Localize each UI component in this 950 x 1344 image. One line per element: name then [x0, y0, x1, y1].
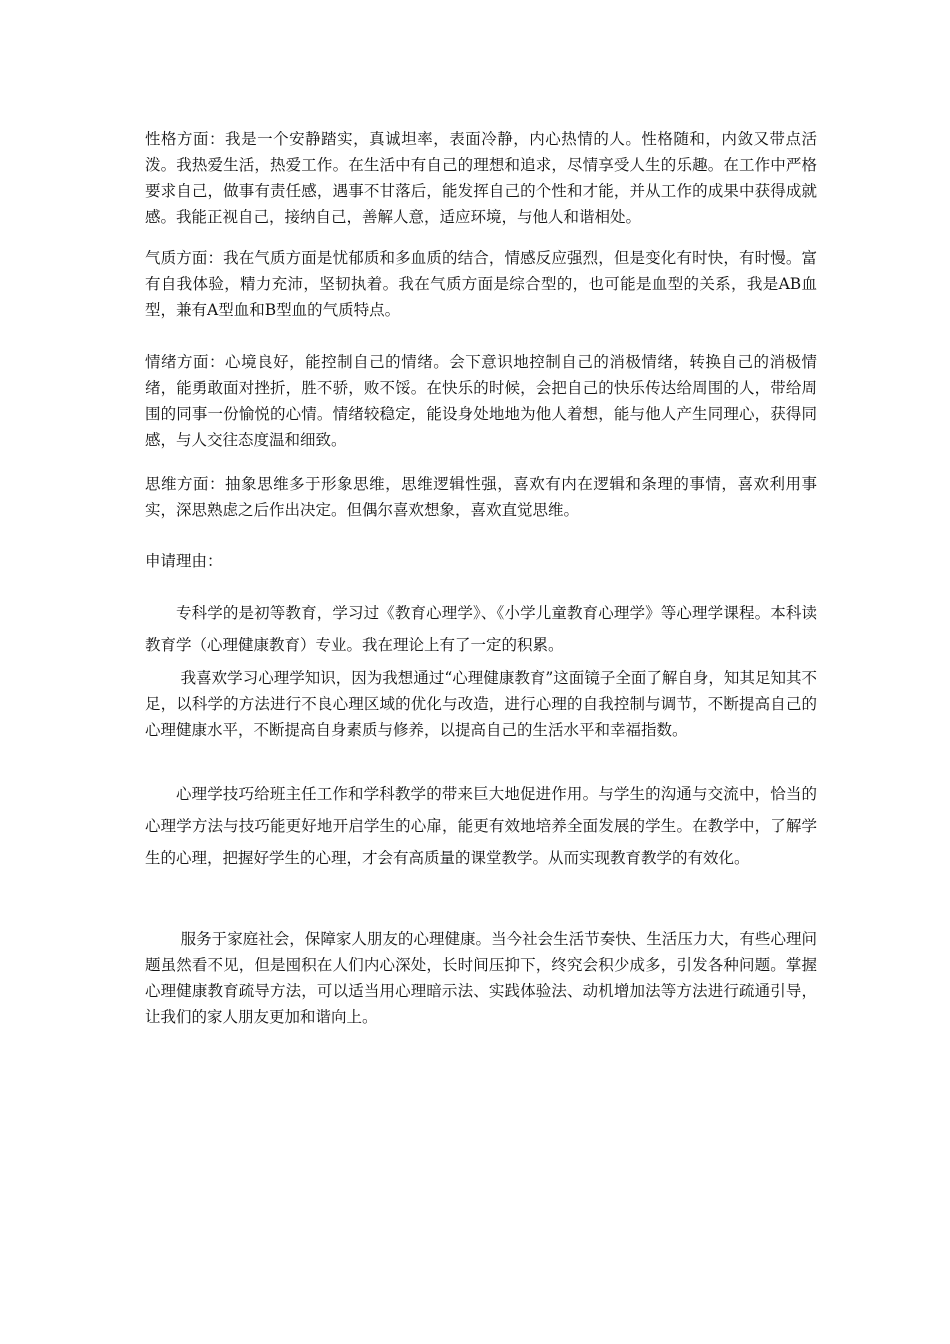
paragraph-reason-2: 我喜欢学习心理学知识，因为我想通过“心理健康教育”这面镜子全面了解自身，知其足知其不足，以科学的方法进行不良心理区域的优化与改造，进行心理的自我控制与调节，不断提高自己的心理健康水平，不断提高自身素质与修养，以提高自己的生活水平和幸福指数。: [145, 669, 817, 739]
paragraph-reason-3: 心理学技巧给班主任工作和学科教学的带来巨大地促进作用。与学生的沟通与交流中，恰当的心理学方法与技巧能更好地开启学生的心扉，能更有效地培养全面发展的学生。在教学中，了解学生的心理，把握好学生的心理，才会有高质量的课堂教学。从而实现教育教学的有效化。: [145, 785, 817, 867]
paragraph-reason-4: 服务于家庭社会，保障家人朋友的心理健康。当今社会生活节奏快、生活压力大，有些心理问题虽然看不见，但是囤积在人们内心深处，长时间压抑下，终究会积少成多，引发各种问题。掌握心理健康教育疏导方法，可以适当用心理暗示法、实践体验法、动机增加法等方法进行疏通引导，让我们的家人朋友更加和谐向上。: [145, 930, 817, 1026]
paragraph-emotion: 情绪方面：心境良好，能控制自己的情绪。会下意识地控制自己的消极情绪，转换自己的消极情绪，能勇敢面对挫折，胜不骄，败不馁。在快乐的时候，会把自己的快乐传达给周围的人，带给周围的同事一份愉悦的心情。情绪较稳定，能设身处地地为他人着想，能与他人产生同理心，获得同感，与人交往态度温和细致。: [145, 353, 817, 449]
paragraph-thinking: 思维方面：抽象思维多于形象思维，思维逻辑性强，喜欢有内在逻辑和条理的事情，喜欢利用事实，深思熟虑之后作出决定。但偶尔喜欢想象，喜欢直觉思维。: [145, 475, 817, 519]
paragraph-personality: 性格方面：我是一个安静踏实，真诚坦率，表面冷静，内心热情的人。性格随和，内敛又带点活泼。我热爱生活，热爱工作。在生活中有自己的理想和追求，尽情享受人生的乐趣。在工作中严格要求自己，做事有责任感，遇事不甘落后，能发挥自己的个性和才能，并从工作的成果中获得成就感。我能正视自己，接纳自己，善解人意，适应环境，与他人和谐相处。: [145, 130, 817, 226]
paragraph-reason-1: 专科学的是初等教育，学习过《教育心理学》、《小学儿童教育心理学》等心理学课程。本科读教育学（心理健康教育）专业。我在理论上有了一定的积累。: [145, 604, 817, 654]
paragraph-temperament: 气质方面：我在气质方面是忧郁质和多血质的结合，情感反应强烈，但是变化有时快，有时慢。富有自我体验，精力充沛，坚韧执着。我在气质方面是综合型的，也可能是血型的关系，我是AB血型，兼有A型血和B型血的气质特点。: [145, 249, 817, 319]
reason-heading: 申请理由：: [145, 552, 223, 570]
